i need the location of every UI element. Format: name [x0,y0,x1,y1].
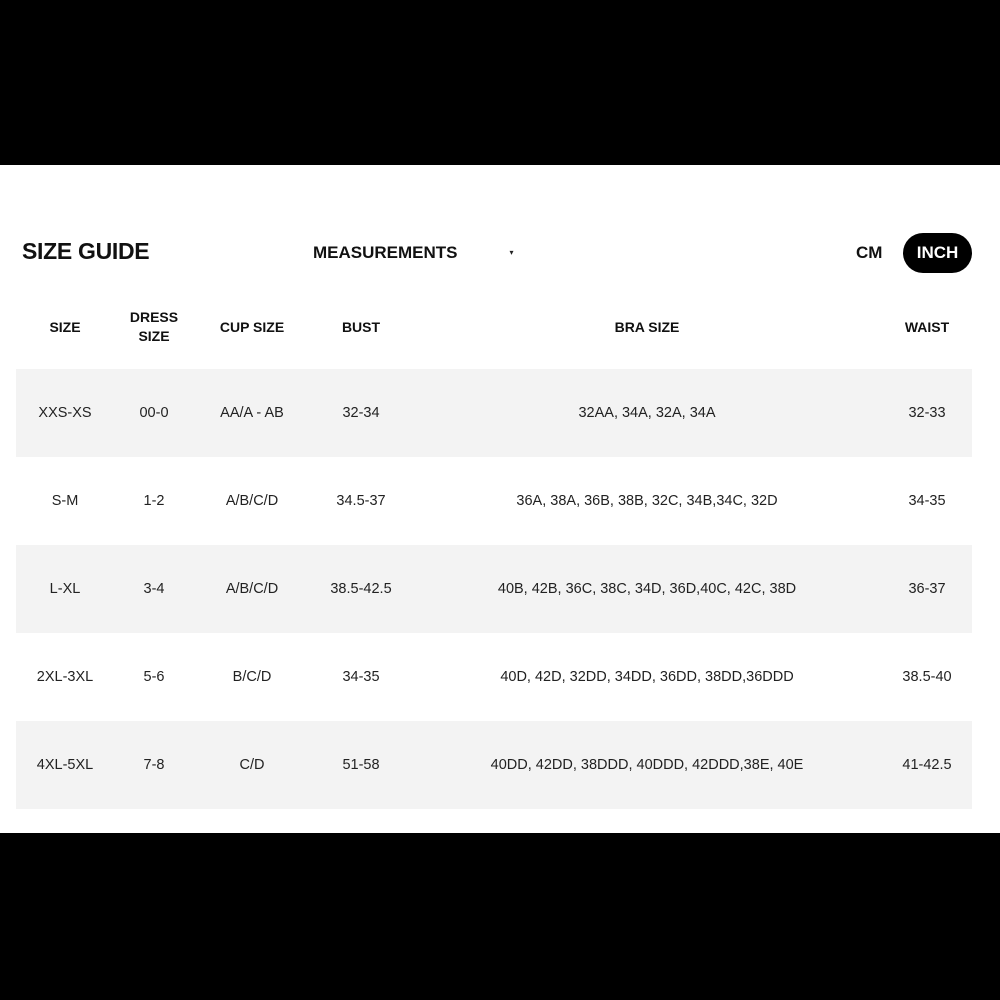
page-title: SIZE GUIDE [22,238,150,264]
cell-size: XXS-XS [38,405,92,421]
measurements-dropdown-label: MEASUREMENTS [313,243,458,262]
table-row [16,369,972,457]
cell-cup-size: A/B/C/D [225,581,279,597]
cell-size: L-XL [49,581,81,597]
table-row [16,721,972,809]
header-dress-size-line1: DRESS [129,309,179,325]
cell-bust: 32-34 [342,405,380,421]
size-table [16,285,972,809]
header-size: SIZE [49,318,81,335]
cell-size: 2XL-3XL [36,669,94,685]
size-guide-panel [0,165,1000,833]
cell-waist: 38.5-40 [902,669,952,685]
chevron-down-icon: ▾ [509,248,514,257]
cell-cup-size: C/D [239,757,265,773]
header-dress-size [114,308,194,346]
cell-bra-size: 32AA, 34A, 32A, 34A [578,405,716,421]
cell-bra-size: 40B, 42B, 36C, 38C, 34D, 36D,40C, 42C, 38D [497,581,797,597]
unit-toggle-inch[interactable]: INCH [903,233,972,273]
table-row [16,633,972,721]
table-row [16,545,972,633]
cell-bra-size: 36A, 38A, 36B, 38B, 32C, 34B,34C, 32D [516,493,778,509]
cell-dress-size: 1-2 [143,493,165,509]
header-bra-size: BRA SIZE [614,318,680,335]
cell-cup-size: AA/A - AB [220,405,284,421]
cell-waist: 41-42.5 [902,757,952,773]
cell-size: 4XL-5XL [36,757,94,773]
header-bust: BUST [341,318,381,335]
cell-dress-size: 00-0 [139,405,169,421]
cell-waist: 36-37 [908,581,946,597]
measurements-dropdown[interactable] [313,243,514,263]
header-waist: WAIST [904,318,950,335]
cell-bra-size: 40D, 42D, 32DD, 34DD, 36DD, 38DD,36DDD [500,669,794,685]
table-row [16,457,972,545]
header-cup-size: CUP SIZE [219,318,285,335]
cell-bust: 51-58 [342,757,380,773]
header-dress-size-line2: SIZE [138,328,170,344]
cell-cup-size: B/C/D [232,669,272,685]
table-header-row [16,285,972,369]
cell-dress-size: 5-6 [143,669,165,685]
unit-toggle-cm[interactable]: CM [856,243,883,262]
cell-bust: 38.5-42.5 [330,581,392,597]
cell-waist: 32-33 [908,405,946,421]
cell-size: S-M [51,493,79,509]
cell-dress-size: 3-4 [143,581,165,597]
cell-waist: 34-35 [908,493,946,509]
cell-bra-size: 40DD, 42DD, 38DDD, 40DDD, 42DDD,38E, 40E [490,757,804,773]
cell-cup-size: A/B/C/D [225,493,279,509]
cell-dress-size: 7-8 [143,757,165,773]
cell-bust: 34.5-37 [336,493,386,509]
cell-bust: 34-35 [342,669,380,685]
